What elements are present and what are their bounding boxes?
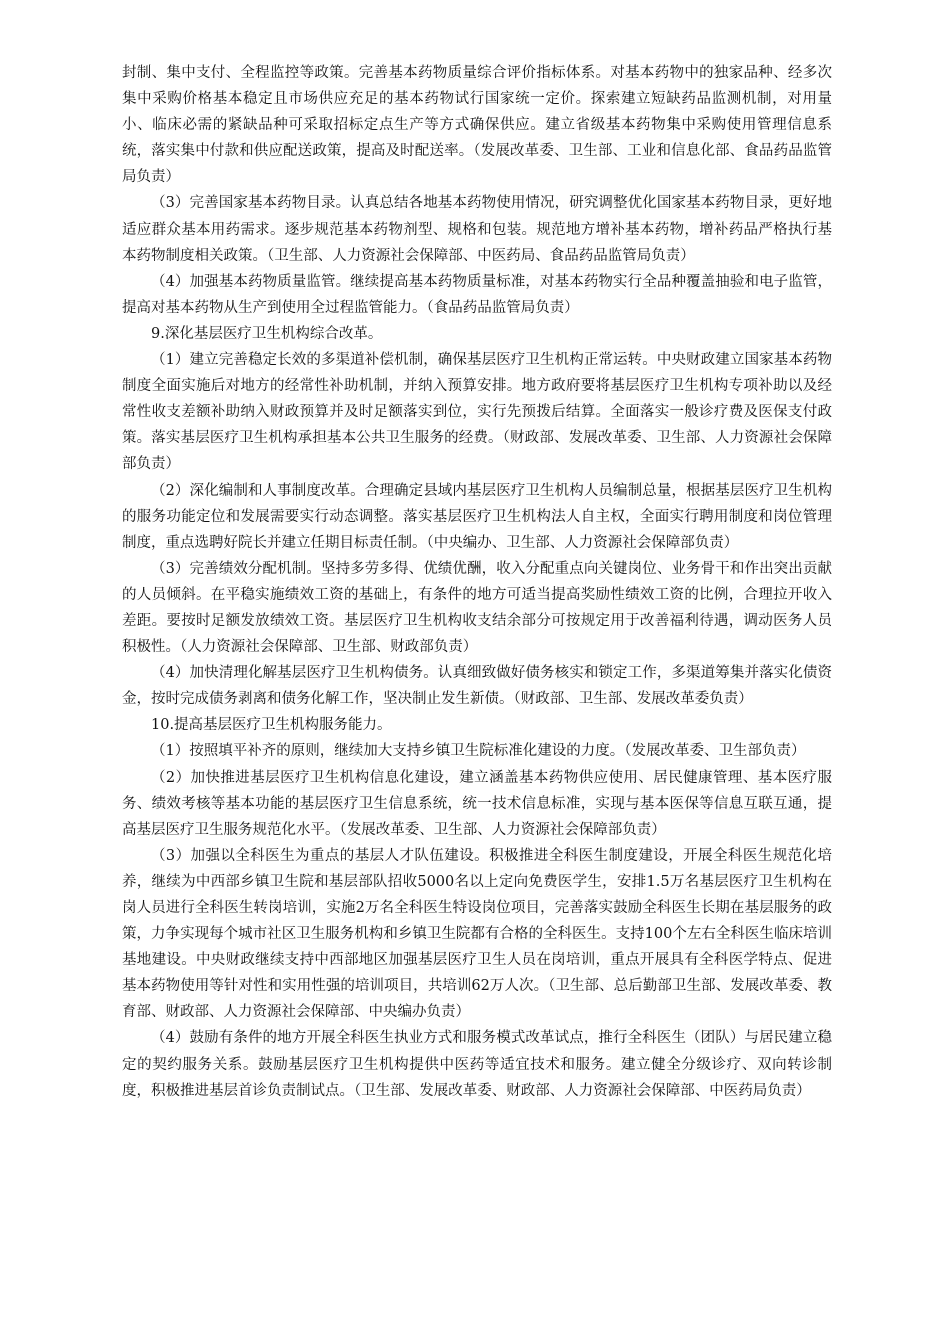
paragraph-staffing-reform: （2）深化编制和人事制度改革。合理确定县域内基层医疗卫生机构人员编制总量，根据基层医疗卫生机构的服务功能定位和发展需要实行动态调整。落实基层医疗卫生机构法人自主权，全面实行聘用制度和岗位管理制度，重点选聘好院长并建立任期目标责任制。（中央编办、卫生部、人力资源社会保障部负责） — [122, 482, 832, 551]
paragraph-standardization: （1）按照填平补齐的原则，继续加大支持乡镇卫生院标准化建设的力度。（发展改革委、卫生部负责） — [151, 743, 806, 760]
paragraph-essential-drug-list: （3）完善国家基本药物目录。认真总结各地基本药物使用情况，研究调整优化国家基本药物目录，更好地适应群众基本用药需求。逐步规范基本药物剂型、规格和包装。规范地方增补基本药物，增补药品严格执行基本药物制度相关政策。（卫生部、人力资源社会保障部、中医药局、食品药品监管局负责） — [122, 195, 832, 264]
paragraph-procurement-policy: 封制、集中支付、全程监控等政策。完善基本药物质量综合评价指标体系。对基本药物中的独家品种、经多次集中采购价格基本稳定且市场供应充足的基本药物试行国家统一定价。探索建立短缺药品监测机制，对用量小、临床必需的紧缺品种可采取招标定点生产等方式确保供应。建立省级基本药物集中采购使用管理信息系统，落实集中付款和供应配送政策，提高及时配送率。（发展改革委、卫生部、工业和信息化部、食品药品监管局负责） — [122, 65, 832, 186]
paragraph-service-model-reform: （4）鼓励有条件的地方开展全科医生执业方式和服务模式改革试点，推行全科医生（团队）与居民建立稳定的契约服务关系。鼓励基层医疗卫生机构提供中医药等适宜技术和服务。建立健全分级诊疗、双向转诊制度，积极推进基层首诊负责制试点。（卫生部、发展改革委、财政部、人力资源社会保障部、中医药局负责） — [122, 1030, 832, 1099]
paragraph-drug-quality-supervision: （4）加强基本药物质量监管。继续提高基本药物质量标准，对基本药物实行全品种覆盖抽验和电子监管，提高对基本药物从生产到使用全过程监管能力。（食品药品监管局负责） — [122, 273, 832, 316]
document-page — [122, 60, 832, 1104]
section-heading-10: 10.提高基层医疗卫生机构服务能力。 — [151, 717, 392, 734]
paragraph-general-practitioners: （3）加强以全科医生为重点的基层人才队伍建设。积极推进全科医生制度建设，开展全科医生规范化培养，继续为中西部乡镇卫生院和基层部队招收5000名以上定向免费医学生，安排1.5万名基层医疗卫生机构在岗人员进行全科医生转岗培训，实施2万名全科医生特设岗位项目，完善落实鼓励全科医生长期在基层服务的政策，力争实现每个城市社区卫生服务机构和乡镇卫生院都有合格的全科医生。支持100个左右全科医生临床培训基地建设。中央财政继续支持中西部地区加强基层医疗卫生人员在岗培训，重点开展具有全科医学特点、促进基本药物使用等针对性和实用性强的培训项目，共培训62万人次。（卫生部、总后勤部卫生部、发展改革委、教育部、财政部、人力资源社会保障部、中央编办负责） — [122, 847, 832, 1021]
section-heading-9: 9.深化基层医疗卫生机构综合改革。 — [151, 325, 383, 342]
paragraph-performance-pay: （3）完善绩效分配机制。坚持多劳多得、优绩优酬，收入分配重点向关键岗位、业务骨干和作出突出贡献的人员倾斜。在平稳实施绩效工资的基础上，有条件的地方可适当提高奖励性绩效工资的比例，合理拉开收入差距。要按时足额发放绩效工资。基层医疗卫生机构收支结余部分可按规定用于改善福利待遇，调动医务人员积极性。（人力资源社会保障部、卫生部、财政部负责） — [122, 560, 832, 656]
paragraph-debt-resolution: （4）加快清理化解基层医疗卫生机构债务。认真细致做好债务核实和锁定工作，多渠道筹集并落实化债资金，按时完成债务剥离和债务化解工作，坚决制止发生新债。（财政部、卫生部、发展改革委负责） — [122, 665, 832, 708]
paragraph-informatization: （2）加快推进基层医疗卫生机构信息化建设，建立涵盖基本药物供应使用、居民健康管理、基本医疗服务、绩效考核等基本功能的基层医疗卫生信息系统，统一技术信息标准，实现与基本医保等信息互联互通，提高基层医疗卫生服务规范化水平。（发展改革委、卫生部、人力资源社会保障部负责） — [122, 769, 832, 838]
paragraph-compensation-mechanism: （1）建立完善稳定长效的多渠道补偿机制，确保基层医疗卫生机构正常运转。中央财政建立国家基本药物制度全面实施后对地方的经常性补助机制，并纳入预算安排。地方政府要将基层医疗卫生机构专项补助以及经常性收支差额补助纳入财政预算并及时足额落实到位，实行先预拨后结算。全面落实一般诊疗费及医保支付政策。落实基层医疗卫生机构承担基本公共卫生服务的经费。（财政部、发展改革委、卫生部、人力资源社会保障部负责） — [122, 352, 832, 473]
